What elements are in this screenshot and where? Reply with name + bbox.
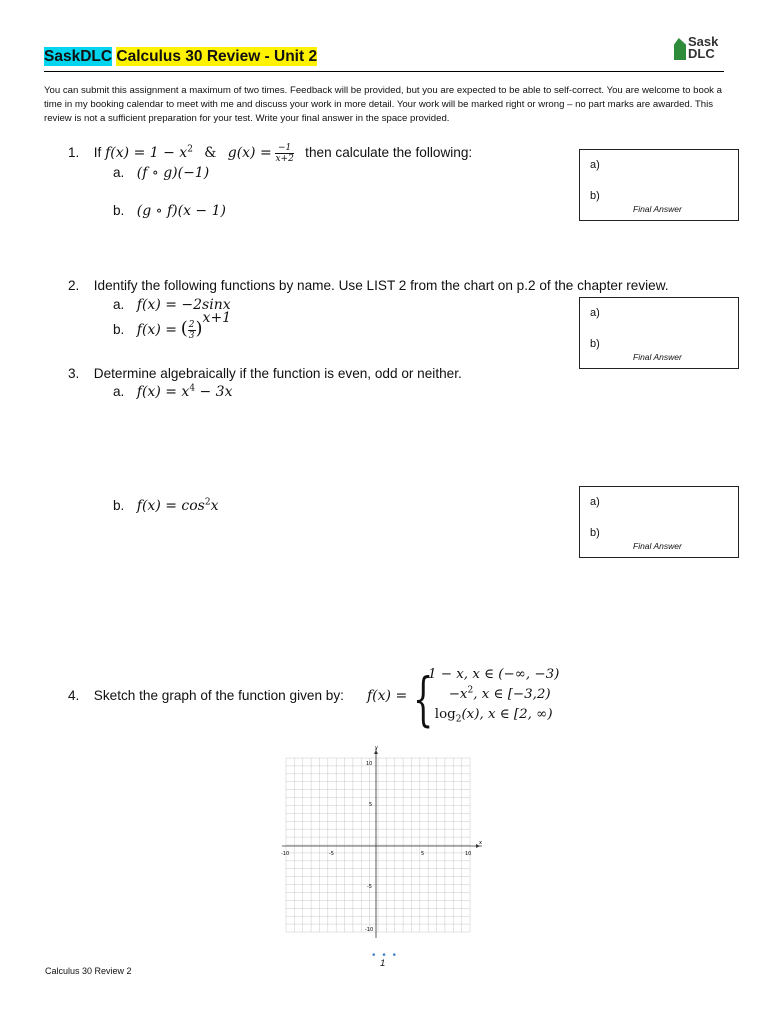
expression: f(x) = — [136, 322, 177, 338]
question-1b: b. (g ∘ f)(x − 1) — [113, 203, 226, 219]
base-fraction: $\frac{2}{3}$ — [188, 319, 195, 341]
expression: f(x) = x — [136, 384, 190, 400]
answer-b-label: b) — [590, 338, 600, 350]
y-tick-label: 10 — [366, 761, 373, 767]
title-text: Calculus 30 Review - Unit 2 — [116, 48, 318, 65]
question-1: 1. If $f(x) = 1 - x^2$ & g(x) = $\frac{-1}{x+2}$ then calculate the following: — [68, 143, 473, 164]
logo-text-line1: Sask — [688, 34, 719, 49]
question-text: Identify the following functions by name. Use LIST 2 from the chart on p.2 of the chapter review. — [93, 278, 669, 293]
final-answer-label: Final Answer — [633, 352, 682, 362]
y-tick-label: -5 — [367, 884, 372, 890]
piece-1: 1 − x, x ∈ (−∞, −3) — [428, 667, 560, 682]
x-axis-label: x — [479, 840, 482, 846]
question-number: 2. — [68, 278, 80, 293]
piece-2: $-x^2$, x ∈ [−3,2) — [448, 685, 551, 702]
question-3b: b. $f(x) = \cos^2x$ — [113, 497, 219, 514]
final-answer-label: Final Answer — [633, 204, 682, 214]
question-number: 1. — [68, 145, 80, 161]
expression: f(x) = cos — [136, 498, 205, 514]
grid-lines — [286, 758, 470, 932]
x-tick-label: 10 — [465, 851, 472, 857]
x-tick-label: 5 — [421, 851, 425, 857]
page-dots: • • • — [372, 950, 399, 961]
question-2 — [68, 278, 669, 293]
piece-3: $\log_2(x)$, x ∈ [2, ∞) — [434, 707, 553, 725]
question-number: 3. — [68, 366, 80, 381]
footer-text: Calculus 30 Review 2 — [45, 966, 132, 976]
question-text-after: then calculate the following: — [305, 145, 473, 161]
question-text: Sketch the graph of the function given by: — [93, 688, 344, 703]
sask-dlc-logo — [672, 36, 732, 70]
answer-box-1[interactable] — [579, 149, 739, 221]
question-3a: a. $f(x) = x^4 - 3x$ — [113, 383, 233, 400]
exponent: x+1 — [202, 310, 232, 327]
y-tick-label: 5 — [369, 802, 373, 808]
x-tick-label: -5 — [329, 851, 334, 857]
question-number: 4. — [68, 688, 80, 703]
answer-a-label: a) — [590, 496, 600, 508]
question-1a: a. (f ∘ g)(−1) — [113, 165, 210, 181]
logo-text-line2: DLC — [688, 46, 715, 61]
y-axis-label: y — [375, 745, 378, 751]
question-2a: a. f(x) = −2sinx — [113, 297, 231, 313]
answer-b-label: b) — [590, 527, 600, 539]
piecewise-pieces — [428, 665, 559, 725]
final-answer-label: Final Answer — [633, 541, 682, 551]
g-fraction: $\frac{-1}{x+2}$ — [275, 143, 294, 164]
page-number: 1 — [380, 958, 386, 969]
ampersand: & — [204, 145, 217, 162]
answer-box-3[interactable] — [579, 486, 739, 558]
intro-paragraph: You can submit this assignment a maximum of two times. Feedback will be provided, but you are expected to be able to self-correct. You are welcome to book a time in my booking calendar to meet with me and discuss your work in more detail. Your work will be marked right or wrong – no part marks are awarded. This review is not a sufficient preparation for your test. Write your final answer in the space provided. — [44, 85, 722, 124]
answer-a-label: a) — [590, 307, 600, 319]
question-text: If — [93, 145, 102, 161]
answer-a-label: a) — [590, 159, 600, 171]
question-4 — [68, 688, 344, 703]
piecewise-brace: { — [413, 665, 434, 733]
expression: (g ∘ f)(x − 1) — [136, 203, 226, 219]
x-tick-label: -10 — [281, 851, 290, 857]
g-definition: g(x) = — [227, 145, 272, 162]
y-tick-label: -10 — [365, 927, 374, 933]
document-title — [44, 48, 317, 66]
question-3 — [68, 366, 462, 381]
title-brand: SaskDLC — [44, 48, 113, 65]
answer-box-2[interactable] — [579, 297, 739, 369]
expression: (f ∘ g)(−1) — [136, 165, 210, 181]
piecewise-label: f(x) = — [367, 688, 408, 704]
expression: f(x) = −2sinx — [136, 297, 231, 313]
f-definition: f(x) = 1 − x — [105, 145, 188, 162]
question-2b: b. f(x) = ( $\frac{2}{3}$ )$^{x+1}$ — [113, 310, 232, 341]
answer-b-label: b) — [590, 190, 600, 202]
coordinate-grid[interactable] — [282, 742, 482, 938]
header-rule — [44, 71, 724, 72]
logo-mark-icon — [674, 38, 686, 60]
question-text: Determine algebraically if the function is even, odd or neither. — [93, 366, 462, 381]
